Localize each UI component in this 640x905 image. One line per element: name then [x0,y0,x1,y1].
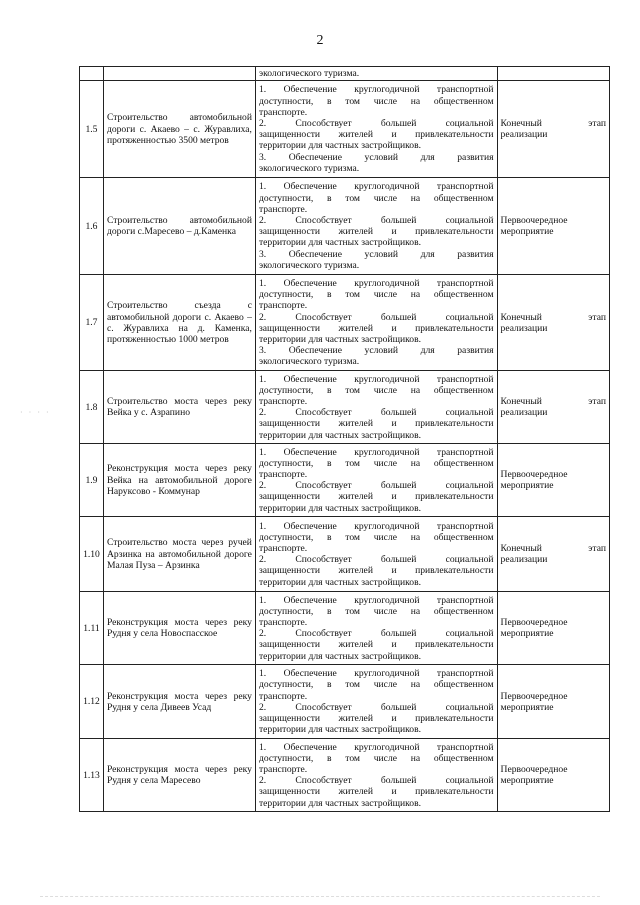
cell-num: 1.8 [80,371,104,444]
cell-num: 1.13 [80,739,104,812]
goal-line: 2. Способствует большей социальной [258,701,494,713]
goal-line: защищенности жителей и привлекательности [258,322,494,334]
cell-stage [497,275,609,371]
goal-line: 2. Способствует большей социальной [258,407,494,419]
goal-line: 1. Обеспечение круглогодичной транспортной [258,277,494,289]
cell-goals [255,517,497,592]
goal-line: доступности, в том числе на общественном [258,457,494,469]
goal-line: экологического туризма. [258,162,360,174]
measure-name: Строительство автомобильной дороги с. Акаево – с. Журавлиха, протяженностью 3500 метров [106,112,252,146]
scan-artifact: · · · · [20,408,51,417]
cell-num: 1.11 [80,592,104,665]
stage-text: Первоочередное мероприятие [500,764,568,787]
scan-artifact-line [40,896,600,897]
cell-name [103,592,255,665]
cell-num: 1.9 [80,444,104,517]
cell-num [80,67,104,81]
goal-line: 1. Обеспечение круглогодичной транспортной [258,520,494,532]
measure-name: Строительство автомобильной дороги с.Маресево – д.Каменка [106,215,252,238]
table-row-continuation [80,67,610,81]
measure-name: Строительство моста через ручей Арзинка на автомобильной дороге Малая Пуза – Арзинка [106,537,252,571]
goal-line: территории для частных застройщиков. [258,502,422,514]
cell-stage [497,517,609,592]
goal-line: доступности, в том числе на общественном [258,384,494,396]
table-row [80,178,610,275]
table-row [80,592,610,665]
cell-stage [497,444,609,517]
goal-line: 1. Обеспечение круглогодичной транспортной [258,741,494,753]
goal-line: доступности, в том числе на общественном [258,752,494,764]
goal-line: экологического туризма. [258,68,360,79]
goal-line: 1. Обеспечение круглогодичной транспортной [258,446,494,458]
goal-line: защищенности жителей и привлекательности [258,565,494,577]
measure-name: Реконструкция моста через реку Рудня у села Новоспасское [106,617,252,640]
goal-line: транспорте. [258,469,308,480]
goal-line: транспорте. [258,617,308,628]
goal-line: территории для частных застройщиков. [258,429,422,441]
stage-text: Первоочередное мероприятие [500,215,568,238]
stage-text: Конечный этап реализации [500,311,606,334]
goal-line: транспорте. [258,543,308,554]
goal-line: доступности, в том числе на общественном [258,289,494,301]
goal-line: защищенности жителей и привлекательности [258,712,494,724]
cell-name [103,81,255,178]
cell-name [103,67,255,81]
cell-num: 1.10 [80,517,104,592]
goal-line: 2. Способствует большей социальной [258,554,494,566]
cell-stage [497,81,609,178]
stage-text: Первоочередное мероприятие [500,617,568,640]
measure-name: Реконструкция моста через реку Вейка на автомобильной дороге Наруксово - Коммунар [106,463,252,497]
goal-line: территории для частных застройщиков. [258,724,422,736]
goal-line: защищенности жителей и привлекательности [258,491,494,503]
cell-name [103,371,255,444]
page-number: 2 [316,33,324,48]
goal-line: доступности, в том числе на общественном [258,605,494,617]
cell-stage [497,592,609,665]
goal-line: 2. Способствует большей социальной [258,215,494,226]
goal-line: 3. Обеспечение условий для развития [258,151,494,163]
goal-line: транспорте. [258,300,308,312]
stage-text: Конечный этап реализации [500,543,606,566]
cell-name [103,517,255,592]
cell-stage [497,67,609,81]
goal-line: транспорте. [258,396,308,407]
cell-goals [255,592,497,665]
measure-name: Строительство съезда с автомобильной дороги с. Акаево – с. Журавлиха на д. Каменка, протяженностью 1000 метров [106,300,252,345]
goal-line: транспорте. [258,764,308,775]
goal-line: 1. Обеспечение круглогодичной транспортной [258,668,494,680]
cell-num: 1.5 [80,81,104,178]
goal-line: защищенности жителей и привлекательности [258,226,494,238]
cell-stage [497,739,609,812]
goal-line: доступности, в том числе на общественном [258,192,494,204]
cell-goals [255,81,497,178]
goal-line: защищенности жителей и привлекательности [258,639,494,651]
goal-line: экологического туризма. [258,356,360,368]
goal-line: 1. Обеспечение круглогодичной транспортной [258,594,494,606]
goal-line: 3. Обеспечение условий для развития [258,345,494,357]
stage-text: Конечный этап реализации [500,396,606,419]
table-row [80,444,610,517]
table-row [80,81,610,178]
goal-line: территории для частных застройщиков. [258,237,422,249]
cell-stage [497,178,609,275]
goal-line: защищенности жителей и привлекательности [258,418,494,430]
cell-goals [255,444,497,517]
cell-stage [497,665,609,739]
goal-line: доступности, в том числе на общественном [258,679,494,691]
goal-line: территории для частных застройщиков. [258,650,422,662]
cell-goals [255,665,497,739]
goal-line: 2. Способствует большей социальной [258,480,494,492]
cell-name [103,665,255,739]
cell-goals [255,67,497,81]
goal-line: территории для частных застройщиков. [258,333,422,345]
goal-line: 2. Способствует большей социальной [258,311,494,323]
cell-name [103,178,255,275]
cell-stage [497,371,609,444]
table-row [80,739,610,812]
goal-line: доступности, в том числе на общественном [258,95,494,107]
goal-line: защищенности жителей и привлекательности [258,129,494,141]
measure-name: Строительство моста через реку Вейка у с. Азрапино [106,396,252,419]
cell-goals [255,275,497,371]
table-row [80,275,610,371]
measure-name: Реконструкция моста через реку Рудня у села Маресево [106,764,252,787]
goal-line: 2. Способствует большей социальной [258,628,494,640]
goal-line: транспорте. [258,203,308,215]
goal-line: защищенности жителей и привлекательности [258,786,494,798]
goal-line: 2. Способствует большей социальной [258,775,494,787]
goal-line: 1. Обеспечение круглогодичной транспортной [258,373,494,385]
table-row [80,371,610,444]
goal-line: транспорте. [258,106,308,118]
cell-name [103,275,255,371]
table-row [80,665,610,739]
measure-name: Реконструкция моста через реку Рудня у села Дивеев Усад [106,690,252,713]
goal-line: территории для частных застройщиков. [258,576,422,588]
cell-goals [255,739,497,812]
cell-goals [255,371,497,444]
goal-line: транспорте. [258,690,308,702]
table-row [80,517,610,592]
stage-text: Первоочередное мероприятие [500,469,568,492]
cell-name [103,739,255,812]
cell-num: 1.7 [80,275,104,371]
stage-text: Первоочередное мероприятие [500,690,568,713]
goal-line: 3. Обеспечение условий для развития [258,248,494,260]
cell-goals [255,178,497,275]
goal-line: территории для частных застройщиков. [258,797,422,809]
goal-line: 2. Способствует большей социальной [258,118,494,129]
goal-line: 1. Обеспечение круглогодичной транспортной [258,84,494,96]
cell-name [103,444,255,517]
goal-line: экологического туризма. [258,259,360,271]
cell-num: 1.6 [80,178,104,275]
goal-line: 1. Обеспечение круглогодичной транспортной [258,181,494,193]
measures-table [79,66,610,812]
goal-line: территории для частных застройщиков. [258,140,422,152]
stage-text: Конечный этап реализации [500,118,606,141]
cell-num: 1.12 [80,665,104,739]
goal-line: доступности, в том числе на общественном [258,531,494,543]
